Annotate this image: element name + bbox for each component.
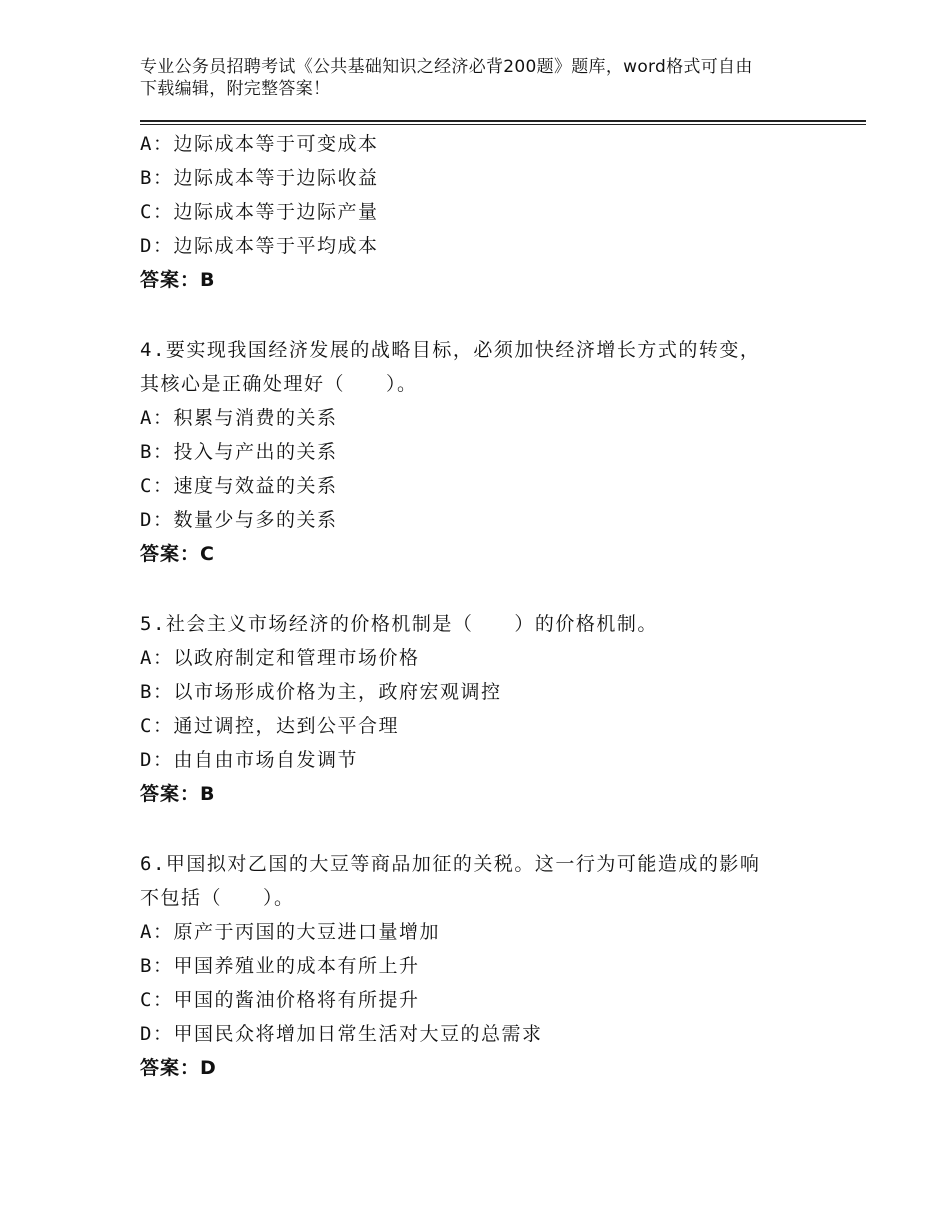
question-stem: 5.社会主义市场经济的价格机制是（ ）的价格机制。: [140, 613, 658, 635]
option-d: D：由自由市场自发调节: [140, 749, 358, 771]
spacer: [140, 571, 860, 607]
header-line-2: 下载编辑，附完整答案！: [140, 79, 331, 99]
question-list: [140, 127, 860, 1085]
header-line-1: 专业公务员招聘考试《公共基础知识之经济必背200题》题库，word格式可自由: [140, 57, 753, 77]
option-b: B：以市场形成价格为主，政府宏观调控: [140, 681, 502, 703]
question-stem-continued: 其核心是正确处理好（ ）。: [140, 373, 418, 395]
question-stem-continued: 不包括（ ）。: [140, 887, 295, 909]
question-4: [140, 333, 860, 571]
question-stem: 4.要实现我国经济发展的战略目标，必须加快经济增长方式的转变，: [140, 339, 761, 361]
option-a: A：原产于丙国的大豆进口量增加: [140, 921, 440, 943]
option-a: A：以政府制定和管理市场价格: [140, 647, 420, 669]
question-5: [140, 607, 860, 811]
answer: 答案：C: [140, 543, 215, 565]
option-b: B：边际成本等于边际收益: [140, 167, 379, 189]
option-d: D：数量少与多的关系: [140, 509, 338, 531]
option-b: B：甲国养殖业的成本有所上升: [140, 955, 420, 977]
question-6: [140, 847, 860, 1085]
option-c: C：通过调控，达到公平合理: [140, 715, 399, 737]
document-header: [140, 56, 820, 100]
option-b: B：投入与产出的关系: [140, 441, 338, 463]
spacer: [140, 297, 860, 333]
option-c: C：甲国的酱油价格将有所提升: [140, 989, 420, 1011]
header-rule-thick: [140, 120, 866, 122]
answer: 答案：D: [140, 1057, 217, 1079]
option-d: D：边际成本等于平均成本: [140, 235, 379, 257]
question-stem: 6.甲国拟对乙国的大豆等商品加征的关税。这一行为可能造成的影响: [140, 853, 761, 875]
option-c: C：边际成本等于边际产量: [140, 201, 379, 223]
header-rule-thin: [140, 124, 866, 125]
option-d: D：甲国民众将增加日常生活对大豆的总需求: [140, 1023, 543, 1045]
option-a: A：积累与消费的关系: [140, 407, 338, 429]
question-3: [140, 127, 860, 297]
option-c: C：速度与效益的关系: [140, 475, 338, 497]
answer: 答案：B: [140, 269, 216, 291]
option-a: A：边际成本等于可变成本: [140, 133, 379, 155]
answer: 答案：B: [140, 783, 216, 805]
spacer: [140, 811, 860, 847]
